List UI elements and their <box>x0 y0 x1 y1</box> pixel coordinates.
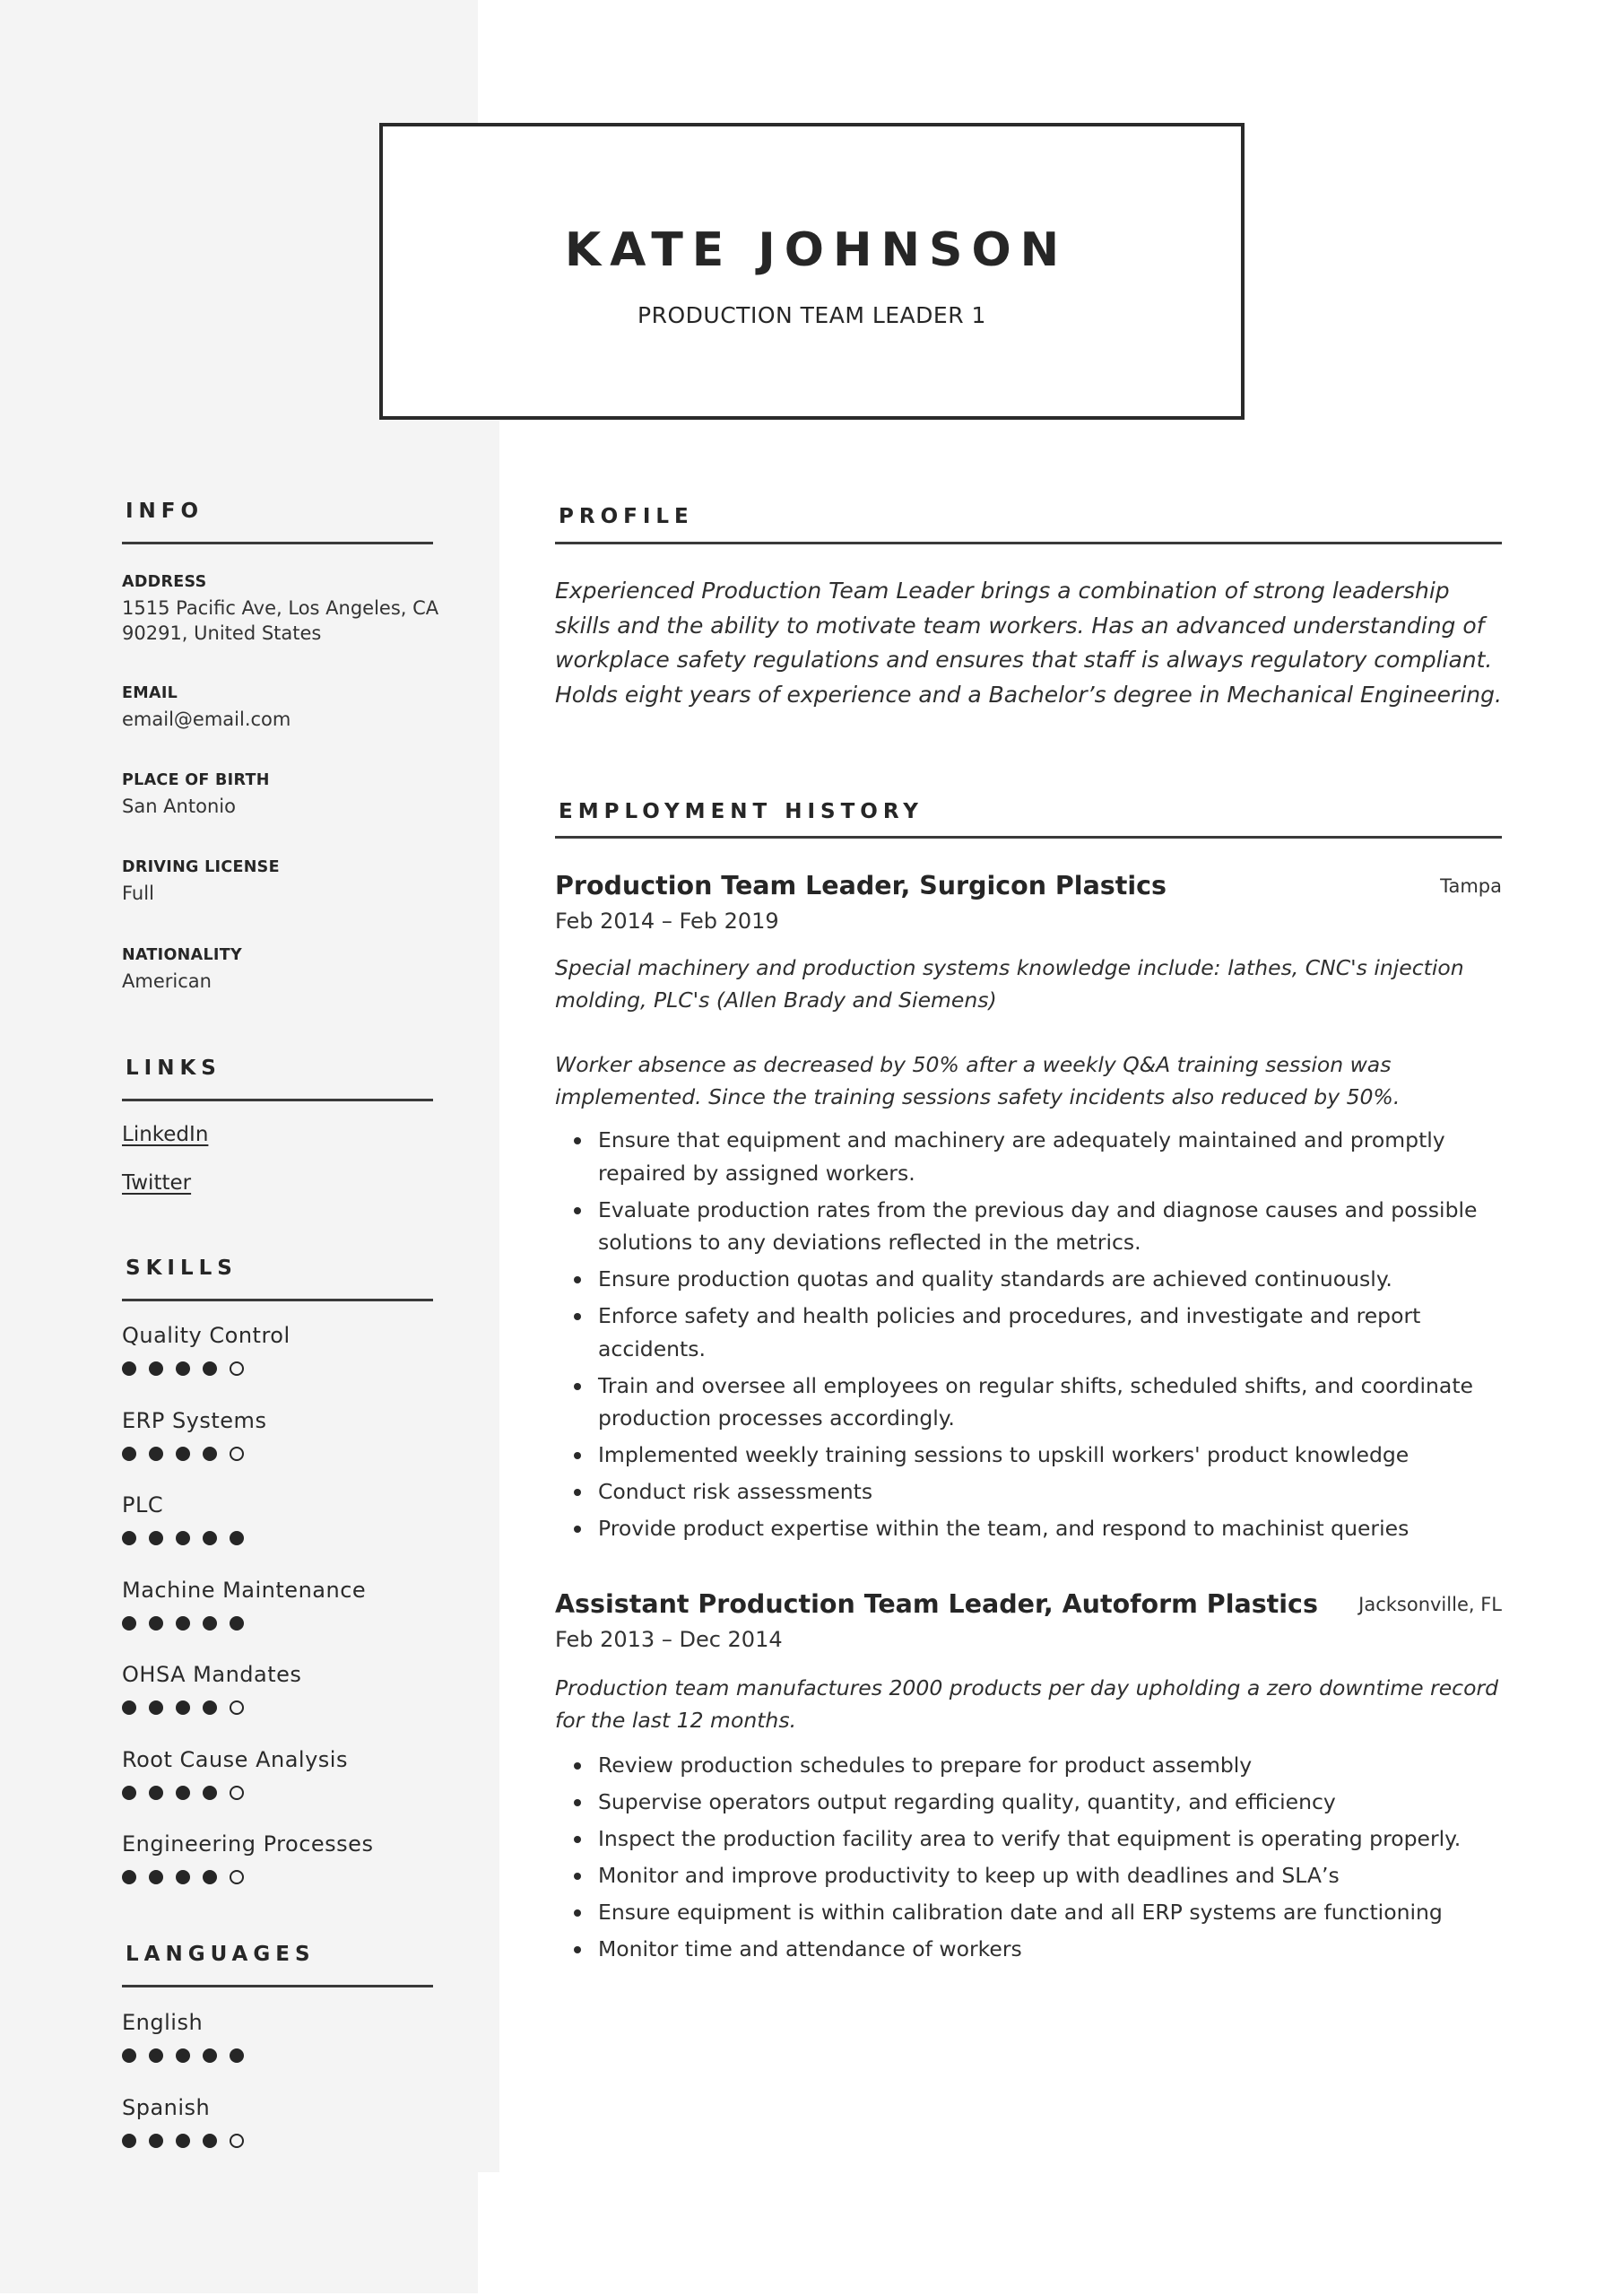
bullet-icon <box>574 1452 581 1459</box>
info-item-driving-license <box>122 857 445 906</box>
rating-dot-filled-icon <box>122 1700 136 1715</box>
rating-dot-filled-icon <box>149 1447 163 1461</box>
rating-dot-filled-icon <box>230 1531 244 1545</box>
job-title: Production Team Leader, Surgicon Plastics <box>555 871 1167 900</box>
info-item-nationality <box>122 945 445 994</box>
skills-section <box>122 1256 433 1301</box>
info-label: DRIVING LICENSE <box>122 858 280 876</box>
skill-item <box>122 1407 266 1461</box>
rating-dot-filled-icon <box>149 1700 163 1715</box>
skill-name: Quality Control <box>122 1323 291 1348</box>
rating-dot-filled-icon <box>176 1447 190 1461</box>
bullet-icon <box>574 1799 581 1806</box>
links-section-title: LINKS <box>126 1057 221 1080</box>
rating-dot-filled-icon <box>203 1700 217 1715</box>
skill-item <box>122 1831 373 1884</box>
rating-dot-filled-icon <box>149 1870 163 1884</box>
rating-dot-filled-icon <box>176 1870 190 1884</box>
bullet-icon <box>574 1489 581 1496</box>
job-header <box>555 870 1502 936</box>
responsibility-text: Implemented weekly training sessions to upskill workers' product knowledge <box>598 1442 1409 1467</box>
skill-rating <box>122 1700 301 1715</box>
skill-name: PLC <box>122 1492 164 1518</box>
skills-section-divider <box>122 1299 433 1301</box>
bullet-icon <box>574 1946 581 1953</box>
rating-dot-filled-icon <box>122 1361 136 1376</box>
rating-dot-filled-icon <box>149 1616 163 1631</box>
bullet-icon <box>574 1207 581 1214</box>
employment-section-title: EMPLOYMENT HISTORY <box>559 800 924 823</box>
info-value: Full <box>122 883 154 904</box>
responsibility-text: Provide product expertise within the team, and respond to machinist queries <box>598 1516 1409 1541</box>
skill-name: ERP Systems <box>122 1407 267 1433</box>
rating-dot-filled-icon <box>176 1786 190 1800</box>
language-name: Spanish <box>122 2094 211 2120</box>
rating-dot-filled-icon <box>176 2134 190 2148</box>
job-description: Production team manufactures 2000 products per day upholding a zero downtime record for the last 12 months. <box>555 1675 1499 1733</box>
responsibility-item <box>555 1263 1502 1296</box>
skill-rating <box>122 1361 291 1376</box>
responsibility-text: Supervise operators output regarding quality, quantity, and efficiency <box>598 1789 1336 1814</box>
bullet-icon <box>574 1909 581 1917</box>
rating-dot-filled-icon <box>230 1616 244 1631</box>
rating-dot-filled-icon <box>176 1361 190 1376</box>
bullet-icon <box>574 1526 581 1533</box>
responsibility-item <box>555 1859 1502 1892</box>
rating-dot-filled-icon <box>203 1361 217 1376</box>
info-value: 1515 Pacific Ave, Los Angeles, CA 90291, United States <box>122 597 439 644</box>
job-dates: Feb 2014 – Feb 2019 <box>555 909 779 934</box>
bullet-icon <box>574 1762 581 1770</box>
rating-dot-filled-icon <box>149 2048 163 2063</box>
responsibility-text: Review production schedules to prepare for product assembly <box>598 1752 1253 1778</box>
info-label: ADDRESS <box>122 573 207 591</box>
rating-dot-filled-icon <box>122 2134 136 2148</box>
rating-dot-filled-icon <box>149 2134 163 2148</box>
responsibility-item <box>555 1512 1502 1545</box>
rating-dot-filled-icon <box>176 1531 190 1545</box>
responsibility-text: Evaluate production rates from the previous day and diagnose causes and possible solutions to any deviations reflected in the metrics. <box>598 1196 1478 1255</box>
rating-dot-filled-icon <box>176 2048 190 2063</box>
profile-summary: Experienced Production Team Leader brings a combination of strong leadership skills and the ability to motivate team workers. Has an advanced understanding of workplace safety regulations and ensures that staff is always regulatory compliant. Holds eight years of experience and a Bachelor’s degree in Mechanical Engineering. <box>555 578 1502 708</box>
rating-dot-empty-icon <box>230 1447 244 1461</box>
languages-section <box>122 1942 433 1987</box>
rating-dot-empty-icon <box>230 1870 244 1884</box>
responsibility-item <box>555 1475 1502 1509</box>
language-rating <box>122 2048 244 2063</box>
rating-dot-empty-icon <box>230 2134 244 2148</box>
skill-item <box>122 1746 348 1800</box>
rating-dot-filled-icon <box>176 1616 190 1631</box>
skill-rating <box>122 1616 366 1631</box>
rating-dot-filled-icon <box>203 1616 217 1631</box>
responsibility-text: Conduct risk assessments <box>598 1479 873 1504</box>
responsibility-text: Inspect the production facility area to verify that equipment is operating properly. <box>598 1826 1462 1851</box>
info-label: PLACE OF BIRTH <box>122 771 270 789</box>
skill-name: Machine Maintenance <box>122 1577 367 1603</box>
rating-dot-filled-icon <box>122 1786 136 1800</box>
skill-name: OHSA Mandates <box>122 1662 302 1687</box>
responsibility-text: Ensure that equipment and machinery are adequately maintained and promptly repaired by assigned workers. <box>598 1127 1445 1186</box>
responsibility-text: Ensure equipment is within calibration date and all ERP systems are functioning <box>598 1900 1443 1925</box>
language-rating <box>122 2134 244 2148</box>
rating-dot-empty-icon <box>230 1700 244 1715</box>
job-location: Jacksonville, FL <box>1358 1594 1502 1615</box>
rating-dot-filled-icon <box>203 1447 217 1461</box>
job-description: Worker absence as decreased by 50% after a weekly Q&A training session was implemented. Since the training sessions safety incidents also reduced by 50%. <box>555 1052 1401 1109</box>
info-label: NATIONALITY <box>122 946 242 964</box>
responsibility-text: Monitor time and attendance of workers <box>598 1936 1022 1961</box>
rating-dot-filled-icon <box>149 1786 163 1800</box>
skill-rating <box>122 1531 244 1545</box>
job-header <box>555 1588 1502 1655</box>
responsibility-item <box>555 1749 1502 1782</box>
skill-rating <box>122 1786 348 1800</box>
skill-item <box>122 1661 301 1715</box>
responsibility-item <box>555 1439 1502 1472</box>
rating-dot-filled-icon <box>203 2134 217 2148</box>
rating-dot-empty-icon <box>230 1786 244 1800</box>
responsibility-item <box>555 1370 1502 1435</box>
responsibility-item <box>555 1822 1502 1856</box>
bullet-icon <box>574 1137 581 1144</box>
candidate-name: KATE JOHNSON <box>564 223 1069 277</box>
job-responsibilities <box>555 1124 1502 1549</box>
responsibility-item <box>555 1933 1502 1966</box>
bullet-icon <box>574 1873 581 1880</box>
languages-section-title: LANGUAGES <box>126 1943 316 1966</box>
language-item <box>122 2094 244 2148</box>
responsibility-text: Monitor and improve productivity to keep up with deadlines and SLA’s <box>598 1863 1340 1888</box>
rating-dot-filled-icon <box>122 2048 136 2063</box>
candidate-job-title: PRODUCTION TEAM LEADER 1 <box>638 302 986 328</box>
responsibility-item <box>555 1194 1502 1259</box>
languages-section-divider <box>122 1985 433 1987</box>
rating-dot-filled-icon <box>203 1531 217 1545</box>
info-value: San Antonio <box>122 796 236 817</box>
link-linkedin[interactable]: LinkedIn <box>122 1123 209 1146</box>
skill-name: Root Cause Analysis <box>122 1746 348 1772</box>
rating-dot-filled-icon <box>149 1531 163 1545</box>
job-description: Special machinery and production systems knowledge include: lathes, CNC's injection molding, PLC's (Allen Brady and Siemens) <box>555 955 1464 1013</box>
link-twitter[interactable]: Twitter <box>122 1171 192 1195</box>
responsibility-item <box>555 1300 1502 1365</box>
responsibility-item <box>555 1124 1502 1189</box>
info-value: email@email.com <box>122 709 291 730</box>
responsibility-text: Train and oversee all employees on regular shifts, scheduled shifts, and coordinate production processes accordingly. <box>598 1372 1473 1431</box>
rating-dot-filled-icon <box>122 1531 136 1545</box>
responsibility-text: Ensure production quotas and quality standards are achieved continuously. <box>598 1266 1392 1292</box>
info-label: EMAIL <box>122 684 178 702</box>
skill-rating <box>122 1870 373 1884</box>
info-section-title: INFO <box>126 500 204 523</box>
rating-dot-filled-icon <box>149 1361 163 1376</box>
info-section-divider <box>122 542 433 544</box>
rating-dot-filled-icon <box>203 2048 217 2063</box>
bullet-icon <box>574 1383 581 1390</box>
language-item <box>122 2009 244 2063</box>
job-title: Assistant Production Team Leader, Autoform Plastics <box>555 1589 1318 1619</box>
header-box <box>379 123 1245 420</box>
rating-dot-filled-icon <box>122 1870 136 1884</box>
info-item-address <box>122 572 445 646</box>
profile-section <box>555 504 1502 544</box>
skill-item <box>122 1322 291 1376</box>
profile-section-divider <box>555 542 1502 544</box>
rating-dot-filled-icon <box>203 1786 217 1800</box>
employment-section <box>555 799 1502 839</box>
rating-dot-filled-icon <box>230 2048 244 2063</box>
info-value: American <box>122 970 212 992</box>
info-section <box>122 499 433 544</box>
skill-name: Engineering Processes <box>122 1831 374 1857</box>
rating-dot-filled-icon <box>122 1616 136 1631</box>
bullet-icon <box>574 1313 581 1320</box>
links-section <box>122 1056 433 1101</box>
skill-item <box>122 1577 366 1631</box>
bullet-icon <box>574 1836 581 1843</box>
links-section-divider <box>122 1099 433 1101</box>
job-location: Tampa <box>1440 875 1502 897</box>
bullet-icon <box>574 1276 581 1283</box>
responsibility-item <box>555 1896 1502 1929</box>
rating-dot-empty-icon <box>230 1361 244 1376</box>
rating-dot-filled-icon <box>176 1700 190 1715</box>
language-name: English <box>122 2010 204 2035</box>
rating-dot-filled-icon <box>122 1447 136 1461</box>
responsibility-text: Enforce safety and health policies and procedures, and investigate and report accidents. <box>598 1303 1421 1361</box>
job-dates: Feb 2013 – Dec 2014 <box>555 1627 783 1652</box>
responsibility-item <box>555 1786 1502 1819</box>
job-responsibilities <box>555 1749 1502 1970</box>
info-item-email <box>122 683 445 732</box>
skills-section-title: SKILLS <box>126 1257 238 1280</box>
employment-section-divider <box>555 836 1502 839</box>
info-item-place-of-birth <box>122 770 445 819</box>
rating-dot-filled-icon <box>203 1870 217 1884</box>
skill-rating <box>122 1447 266 1461</box>
profile-section-title: PROFILE <box>559 505 694 528</box>
skill-item <box>122 1492 244 1545</box>
